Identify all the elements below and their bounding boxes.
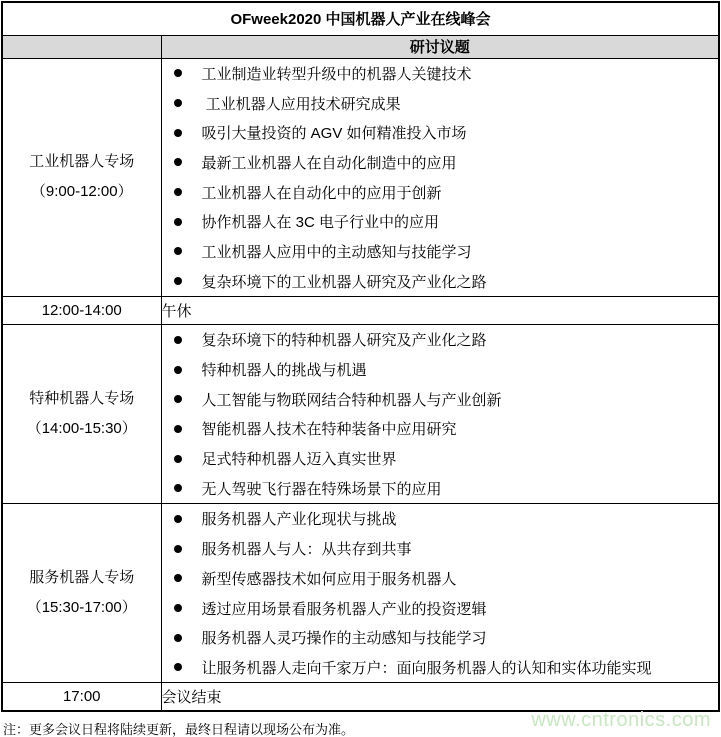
bullet-icon	[174, 663, 182, 671]
footer-note: 注：更多会议日程将陆续更新，最终日程请以现场公布为准。	[3, 721, 355, 737]
session-row-service	[2, 504, 719, 683]
bullet-icon	[174, 484, 182, 492]
topic-text: 最新工业机器人在自动化制造中的应用	[201, 154, 457, 172]
session-column-header	[2, 35, 161, 58]
break-time: 17:00	[2, 683, 161, 711]
topic-item	[162, 355, 719, 385]
topic-text: 新型传感器技术如何应用于服务机器人	[201, 570, 457, 588]
topic-item	[162, 534, 719, 564]
bullet-icon	[174, 604, 182, 612]
topic-text: 人工智能与物联网结合特种机器人与产业创新	[201, 391, 502, 409]
header-row	[2, 35, 719, 58]
break-label: 会议结束	[161, 683, 719, 711]
topic-item	[162, 148, 719, 178]
topic-item	[162, 384, 719, 414]
topic-text: 吸引大量投资的 AGV 如何精准投入市场	[201, 125, 467, 143]
bullet-icon	[174, 395, 182, 403]
topic-item	[162, 118, 719, 148]
topic-text: 工业制造业转型升级中的机器人关键技术	[201, 65, 472, 83]
break-row-end	[2, 683, 719, 711]
topic-text: 服务机器人灵巧操作的主动感知与技能学习	[201, 630, 487, 648]
bullet-icon	[174, 545, 182, 553]
session-label-industrial	[2, 58, 161, 297]
bullet-icon	[174, 455, 182, 463]
agenda-table	[1, 1, 720, 712]
bullet-icon	[174, 634, 182, 642]
bullet-icon	[174, 366, 182, 374]
break-time: 12:00-14:00	[2, 297, 161, 325]
session-topics-industrial	[161, 58, 719, 297]
topic-item	[162, 414, 719, 444]
watermark-url: www.cntronics.com	[531, 709, 711, 731]
topic-text: 让服务机器人走向千家万户：面向服务机器人的认知和实体功能实现	[201, 659, 652, 677]
topic-text: 工业机器人应用技术研究成果	[201, 95, 401, 113]
topic-text: 复杂环境下的工业机器人研究及产业化之路	[201, 273, 487, 291]
topic-item	[162, 325, 719, 355]
session-label-service	[2, 504, 161, 683]
session-name: 服务机器人专场	[29, 569, 135, 587]
session-row-special	[2, 325, 719, 504]
bullet-icon	[174, 277, 182, 285]
topic-list	[162, 325, 719, 503]
topic-text: 工业机器人在自动化中的应用于创新	[201, 184, 442, 202]
topic-item	[162, 564, 719, 594]
topic-text: 特种机器人的挑战与机遇	[201, 362, 367, 380]
topic-item	[162, 59, 719, 89]
topic-text: 透过应用场景看服务机器人产业的投资逻辑	[201, 600, 487, 618]
topic-text: 复杂环境下的特种机器人研究及产业化之路	[201, 332, 487, 350]
break-label: 午休	[161, 297, 719, 325]
topic-list	[162, 504, 719, 682]
topic-text: 服务机器人产业化现状与挑战	[201, 511, 397, 529]
topic-text: 足式特种机器人迈入真实世界	[201, 451, 397, 469]
topic-text: 协作机器人在 3C 电子行业中的应用	[201, 214, 440, 232]
bullet-icon	[174, 218, 182, 226]
topic-text: 无人驾驶飞行器在特殊场景下的应用	[201, 480, 442, 498]
bullet-icon	[174, 515, 182, 523]
topic-list	[162, 59, 719, 297]
topics-column-header: 研讨议题	[161, 35, 719, 58]
bullet-icon	[174, 336, 182, 344]
bullet-icon	[174, 129, 182, 137]
title-row	[2, 2, 719, 35]
session-name: 特种机器人专场	[29, 390, 135, 408]
bullet-icon	[174, 425, 182, 433]
bullet-icon	[174, 99, 182, 107]
page-title: OFweek2020 中国机器人产业在线峰会	[2, 2, 719, 35]
bullet-icon	[174, 188, 182, 196]
session-topics-special	[161, 325, 719, 504]
bullet-icon	[174, 574, 182, 582]
session-time: （15:30-17:00）	[26, 599, 137, 617]
topic-item	[162, 88, 719, 118]
session-row-industrial	[2, 58, 719, 297]
topic-item	[162, 504, 719, 534]
topic-text: 服务机器人与人：从共存到共事	[201, 541, 412, 559]
topic-item	[162, 593, 719, 623]
bullet-icon	[174, 69, 182, 77]
topic-text: 工业机器人应用中的主动感知与技能学习	[201, 243, 472, 261]
topic-text: 智能机器人技术在特种装备中应用研究	[201, 421, 457, 439]
bullet-icon	[174, 158, 182, 166]
break-row-lunch	[2, 297, 719, 325]
topic-item	[162, 623, 719, 653]
topic-item	[162, 444, 719, 474]
session-name: 工业机器人专场	[29, 153, 135, 171]
topic-item	[162, 207, 719, 237]
session-time: （9:00-12:00）	[30, 183, 133, 201]
topic-item	[162, 177, 719, 207]
topic-item	[162, 653, 719, 683]
session-topics-service	[161, 504, 719, 683]
topic-item	[162, 473, 719, 503]
session-time: （14:00-15:30）	[26, 420, 137, 438]
topic-item	[162, 237, 719, 267]
bullet-icon	[174, 247, 182, 255]
session-label-special	[2, 325, 161, 504]
topic-item	[162, 266, 719, 296]
